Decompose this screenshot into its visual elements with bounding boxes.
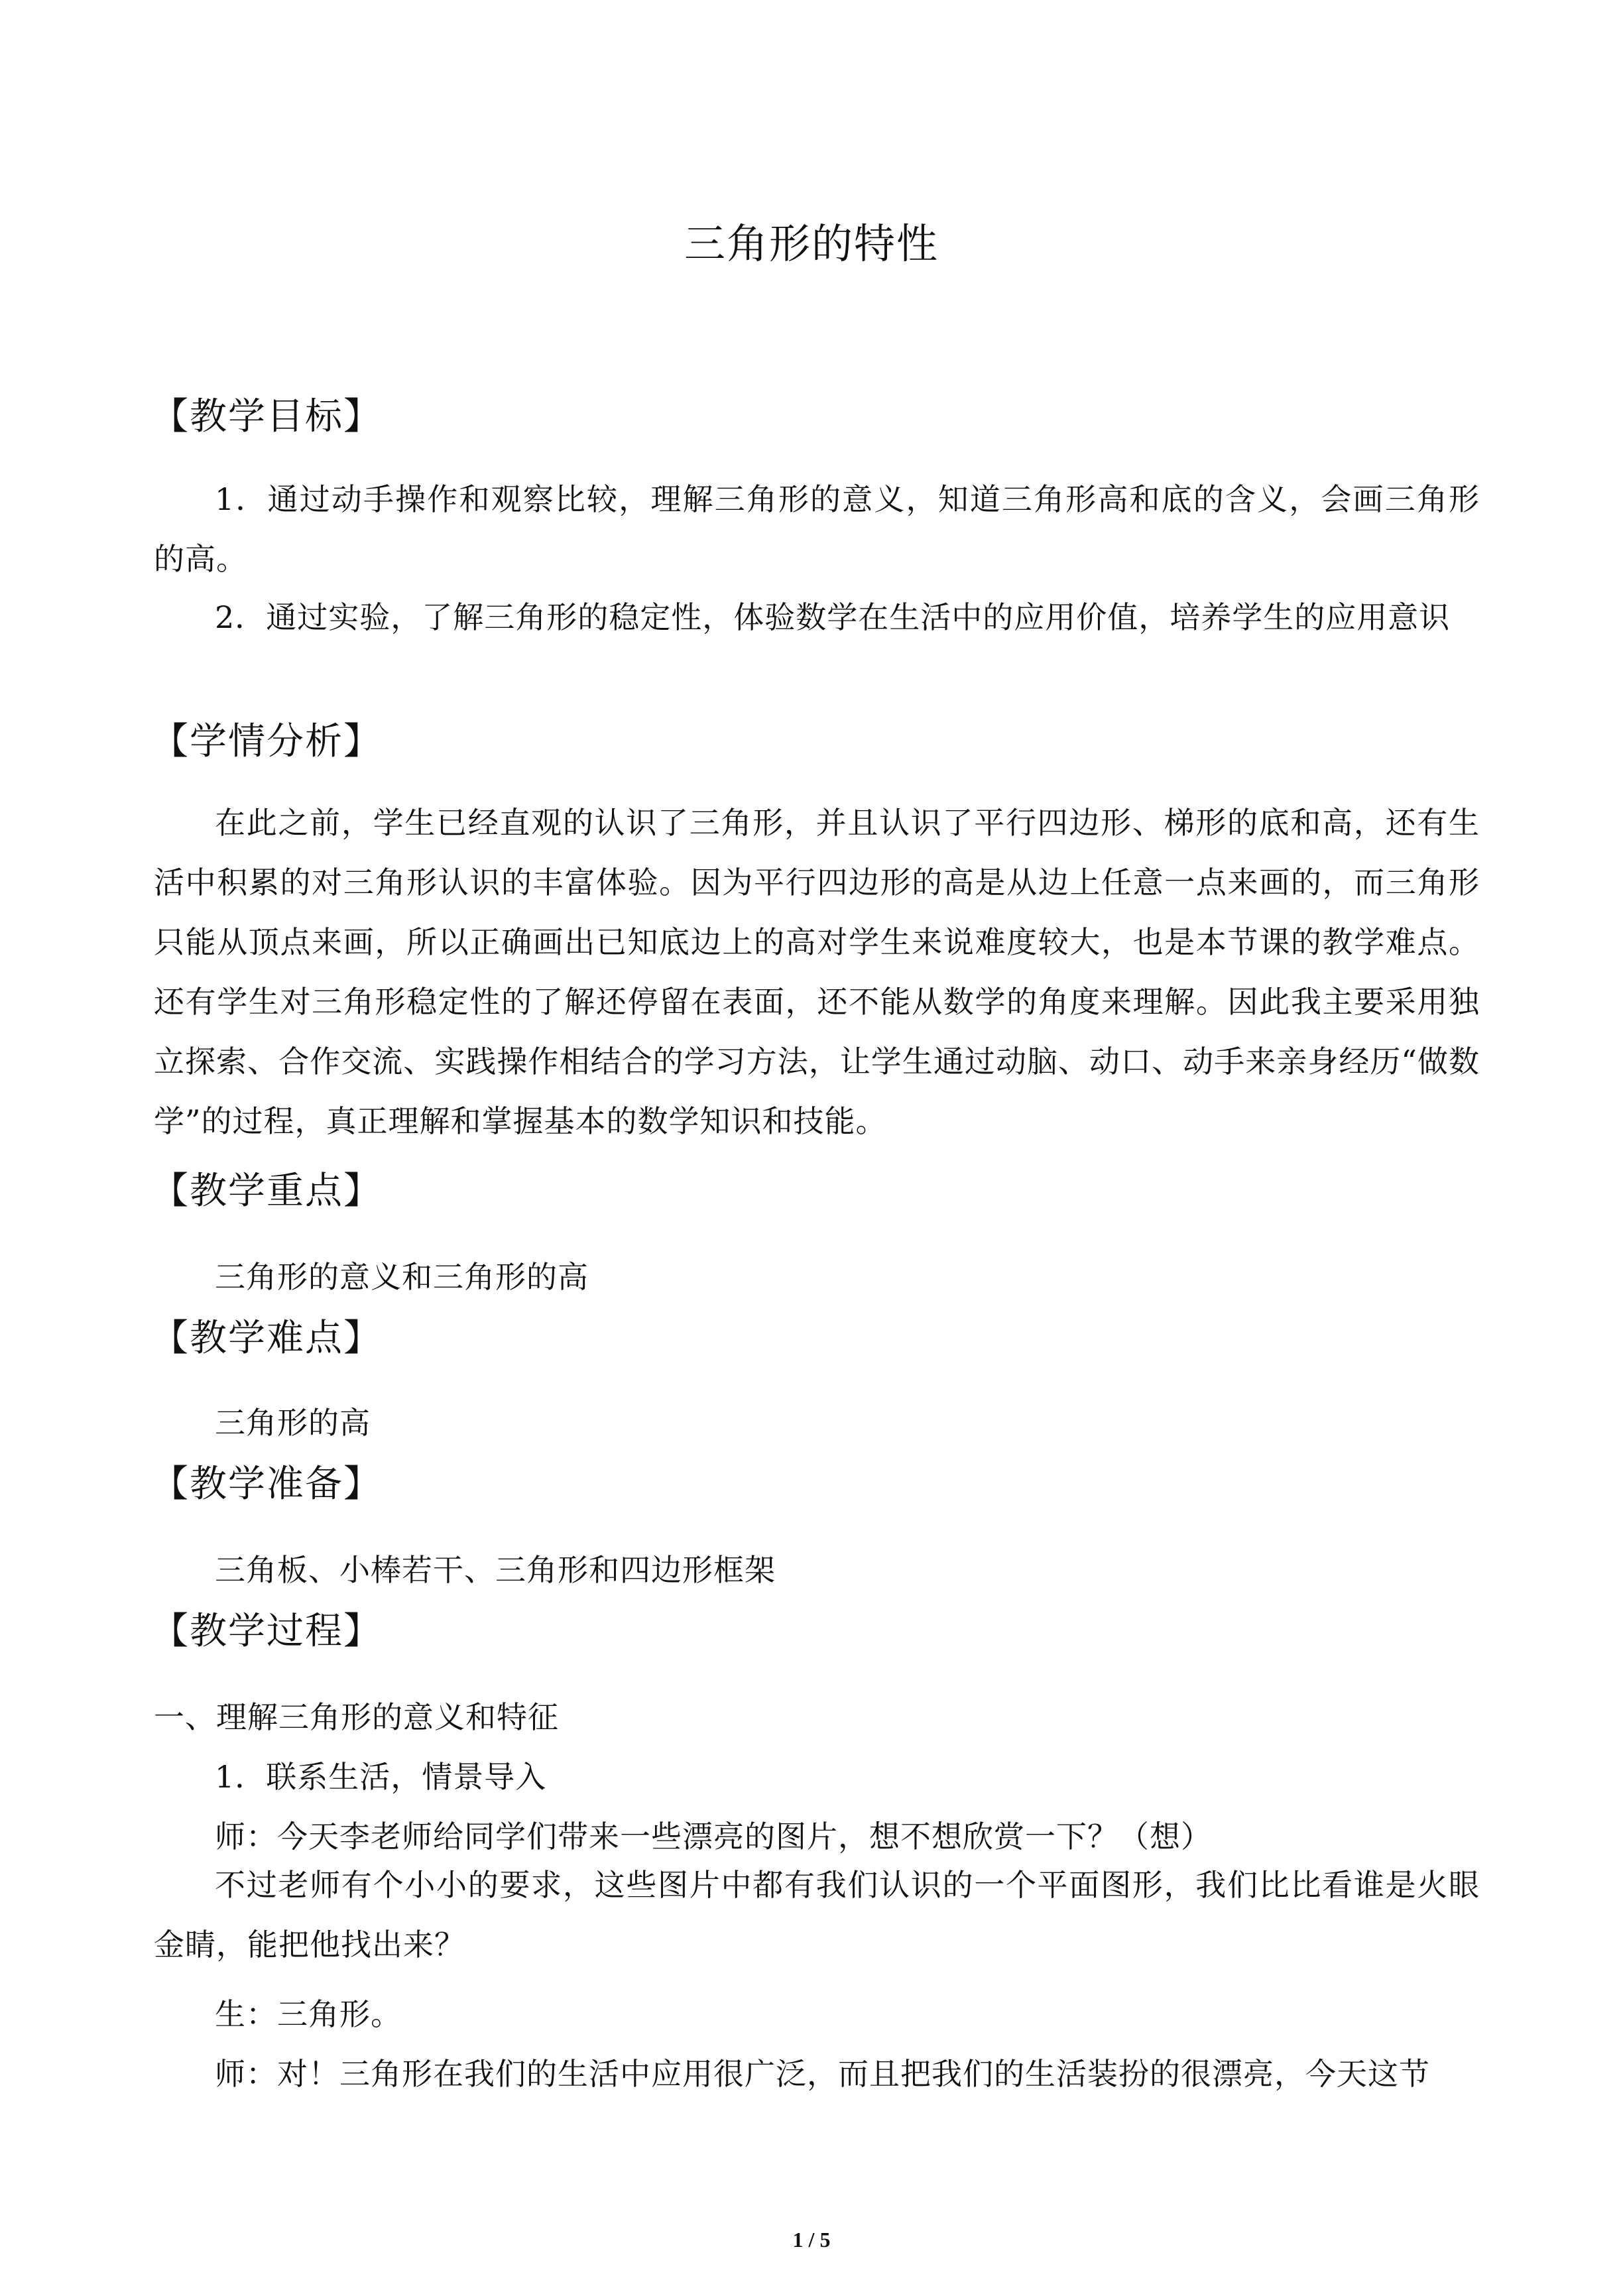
objectives-paragraph-2: 2．通过实验，了解三角形的稳定性，体验数学在生活中的应用价值，培养学生的应用意识 [215,599,1451,635]
objectives-paragraph-1: 1．通过动手操作和观察比较，理解三角形的意义，知道三角形高和底的含义，会画三角形的高。 [154,481,1480,577]
heading-difficulties: 【教学难点】 [151,1317,382,1360]
process-teacher-line-1: 师：今天李老师给同学们带来一些漂亮的图片，想不想欣赏一下？（想） [215,1819,1212,1854]
heading-process: 【教学过程】 [151,1610,382,1653]
heading-objectives: 【教学目标】 [151,395,382,438]
key-points-text: 三角形的意义和三角形的高 [215,1259,589,1295]
document-title: 三角形的特性 [684,219,939,268]
preparation-text: 三角板、小棒若干、三角形和四边形框架 [215,1552,776,1588]
heading-preparation: 【教学准备】 [151,1463,382,1506]
analysis-paragraph: 在此之前，学生已经直观的认识了三角形，并且认识了平行四边形、梯形的底和高，还有生活中积累的对三角形认识的丰富体验。因为平行四边形的高是从边上任意一点来画的，而三角形只能从顶点来画，所以正确画出已知底边上的高对学生来说难度较大，也是本节课的教学难点。还有学生对三角形稳定性的了解还停留在表面，还不能从数学的角度来理解。因此我主要采用独立探索、合作交流、实践操作相结合的学习方法，让学生通过动脑、动口、动手来亲身经历“做数学”的过程，真正理解和掌握基本的数学知识和技能。 [154,805,1480,1139]
process-part-1: 一、理解三角形的意义和特征 [154,1699,559,1735]
process-student-line-1: 生：三角形。 [215,1996,402,2032]
difficulties-text: 三角形的高 [215,1405,371,1441]
process-teacher-line-2: 不过老师有个小小的要求，这些图片中都有我们认识的一个平面图形，我们比比看谁是火眼金睛，能把他找出来？ [154,1867,1480,1963]
process-step-1: 1．联系生活，情景导入 [215,1759,547,1795]
process-teacher-line-3: 师：对！三角形在我们的生活中应用很广泛，而且把我们的生活装扮的很漂亮，今天这节 [215,2056,1430,2092]
heading-analysis: 【学情分析】 [151,720,382,763]
heading-key-points: 【教学重点】 [151,1170,382,1213]
page-indicator: 1 / 5 [792,2228,831,2252]
